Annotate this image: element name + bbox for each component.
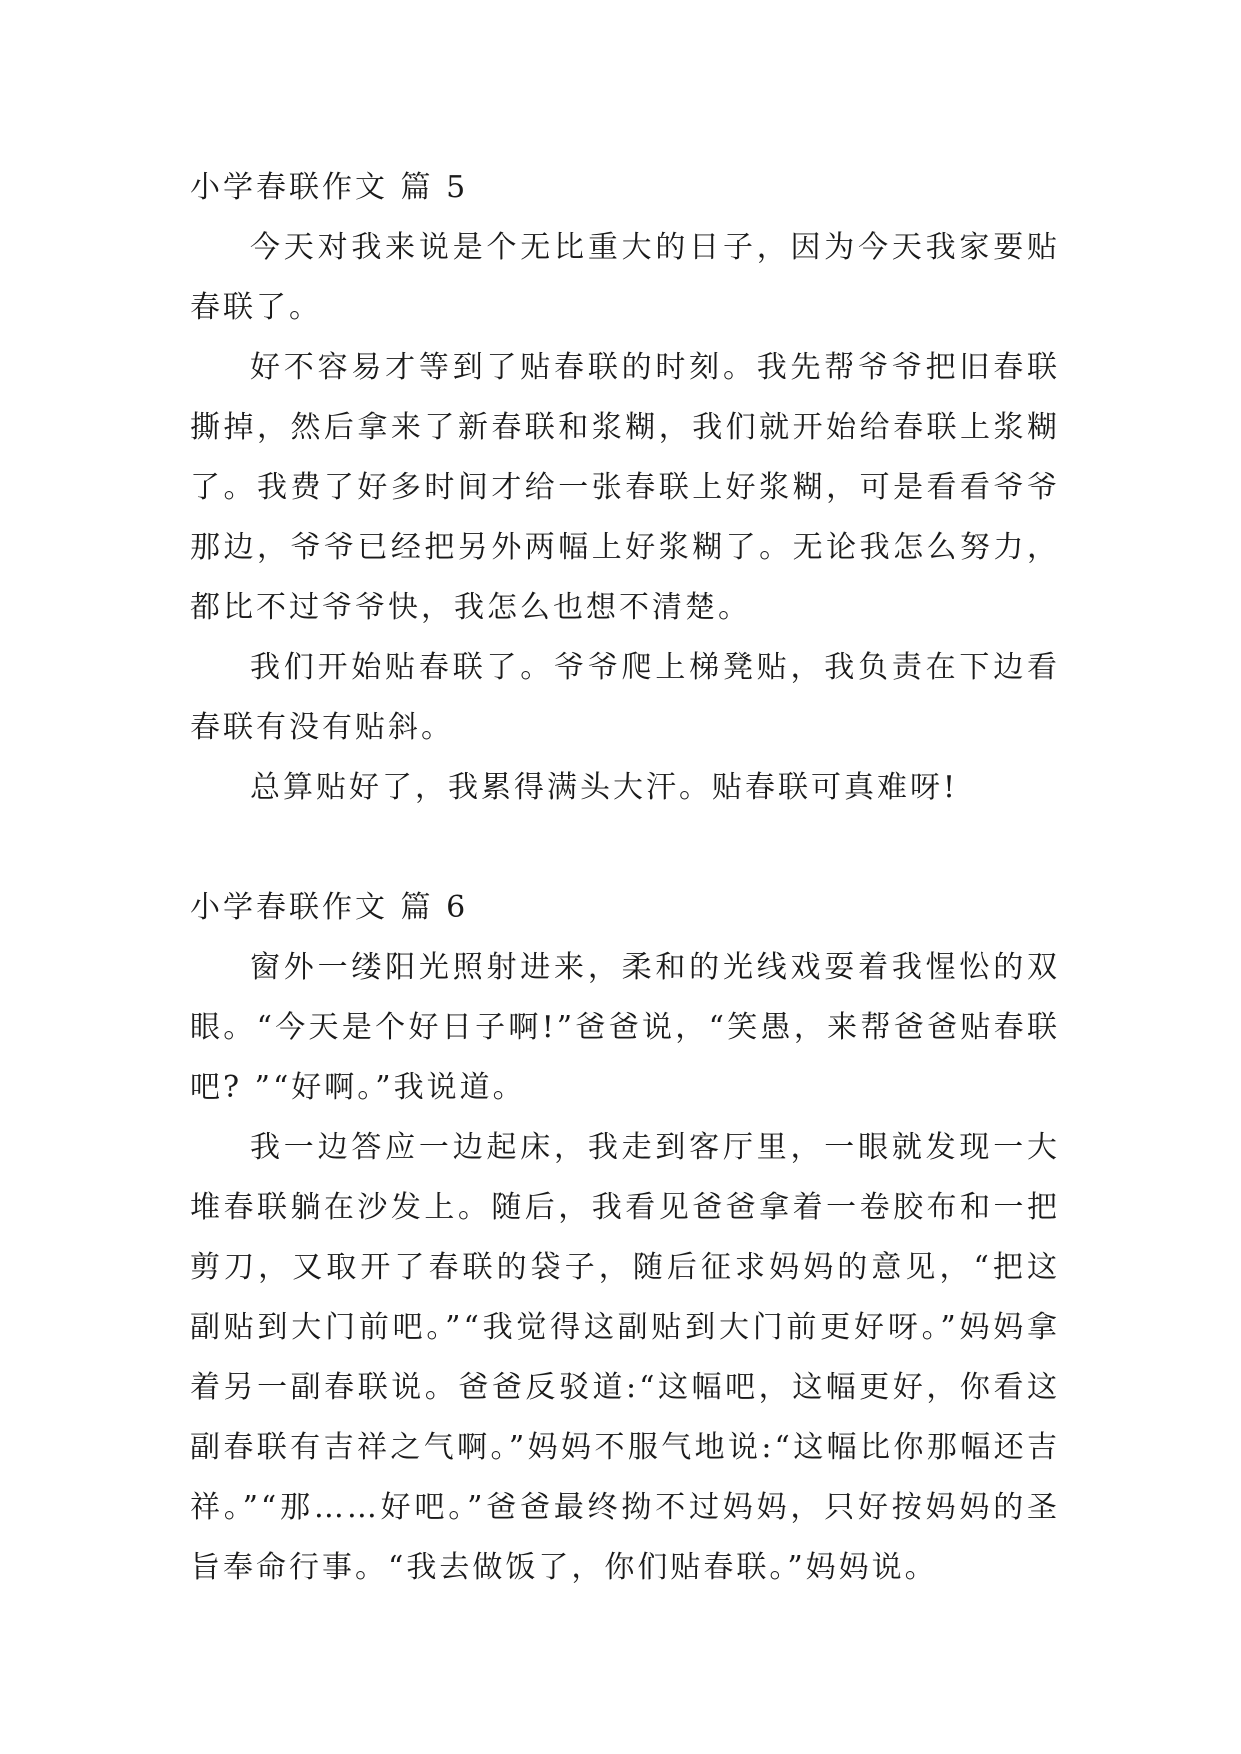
paragraph: 窗外一缕阳光照射进来，柔和的光线戏耍着我惺忪的双眼。“今天是个好日子啊!”爸爸说，“笑愚，来帮爸爸贴春联吧? ”“好啊。”我说道。 (190, 950, 1060, 1105)
paragraph: 总算贴好了，我累得满头大汗。贴春联可真难呀! (250, 770, 959, 805)
section-spacer (190, 818, 1060, 878)
paragraph: 我们开始贴春联了。爷爷爬上梯凳贴，我负责在下边看春联有没有贴斜。 (190, 650, 1060, 745)
section-title-6: 小学春联作文 篇 6 (190, 890, 469, 925)
document-body (190, 158, 1060, 1598)
section-title-5: 小学春联作文 篇 5 (190, 170, 469, 205)
paragraph: 我一边答应一边起床，我走到客厅里，一眼就发现一大堆春联躺在沙发上。随后，我看见爸爸拿着一卷胶布和一把剪刀，又取开了春联的袋子，随后征求妈妈的意见，“把这副贴到大门前吧。”“我觉得这副贴到大门前更好呀。”妈妈拿着另一副春联说。爸爸反驳道:“这幅吧，这幅更好，你看这副春联有吉祥之气啊。”妈妈不服气地说:“这幅比你那幅还吉祥。”“那……好吧。”爸爸最终拗不过妈妈，只好按妈妈的圣旨奉命行事。“我去做饭了，你们贴春联。”妈妈说。 (190, 1130, 1060, 1585)
paragraph: 今天对我来说是个无比重大的日子，因为今天我家要贴春联了。 (190, 230, 1060, 325)
paragraph: 好不容易才等到了贴春联的时刻。我先帮爷爷把旧春联撕掉，然后拿来了新春联和浆糊，我们就开始给春联上浆糊了。我费了好多时间才给一张春联上好浆糊，可是看看爷爷那边，爷爷已经把另外两幅上好浆糊了。无论我怎么努力，都比不过爷爷快，我怎么也想不清楚。 (190, 350, 1060, 625)
